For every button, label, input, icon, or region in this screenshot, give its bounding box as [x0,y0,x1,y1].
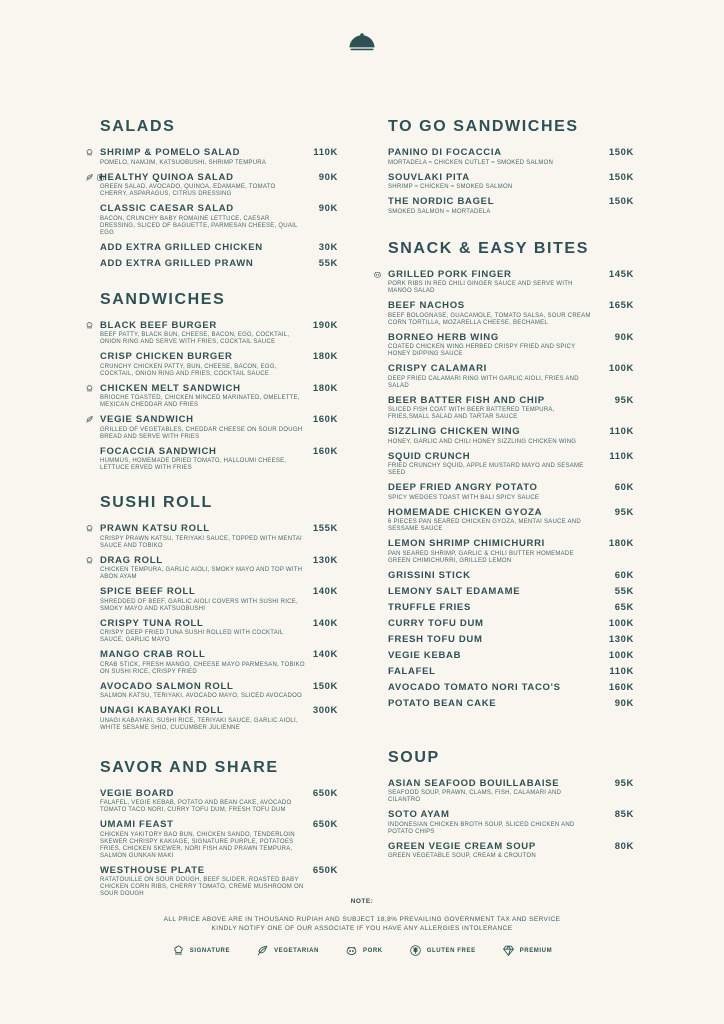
item-price: 180K [312,351,338,362]
item-name: SOUVLAKI PITA [388,171,470,183]
item-price: 95K [614,506,634,518]
item-description: GREEN VEGETABLE SOUP, CREAM & CROUTON [388,853,536,859]
item-dietary-icons [85,384,94,393]
item-description: SALMON KATSU, TERIYAKI, AVOCADO MAYO, SLICED AVOCADOO [100,693,302,699]
item-name: BEER BATTER FISH AND CHIP [388,394,545,406]
item-description: SHREDDED OF BEEF, GARLIC AIOLI COVERS WITH SUSHI RICE, SMOKY MAYO AND KATSUOBUSHI [100,598,298,612]
section-sushi-roll [100,494,338,732]
item-name: CHICKEN MELT SANDWICH [100,382,241,394]
item-price: 160K [608,681,634,693]
item-price: 165K [608,300,634,311]
menu-item [100,523,338,550]
section-snack-easy-bites [388,240,634,709]
item-row [100,555,338,566]
item-price: 130K [608,633,634,645]
item-description: SLICED FISH COAT WITH BEER BATTERED TEMPURA, FRIES,SMALL SALAD AND TARTAR SAUCE [388,407,555,420]
section-salads [100,118,338,269]
item-price: 650K [312,819,338,830]
section-soup [388,749,634,861]
legend-label: GLUTEN FREE [426,947,476,954]
item-row [100,147,338,158]
section-title: SALADS [100,118,176,135]
menu-item [100,172,338,199]
item-row [388,698,634,709]
menu-item [100,705,338,732]
item-row [100,203,338,214]
item-description: CRISPY PRAWN KATSU, TERIYAKI SAUCE, TOPPED WITH MENTAI SAUCE AND TOBIKO [100,535,302,549]
item-row [388,586,634,597]
item-row [388,172,634,183]
legend-label: VEGETARIAN [274,947,319,954]
item-description: HONEY, GARLIC AND CHILI HONEY SIZZLING CHICKEN WING [388,438,577,445]
item-name: VEGIE SANDWICH [100,414,194,425]
item-name: CLASSIC CAESAR SALAD [100,203,234,214]
menu-item [388,196,634,216]
signature-icon [85,321,94,330]
item-price: 650K [312,787,338,799]
signature-icon [85,384,94,393]
section-title: SANDWICHES [100,290,226,308]
menu-item [100,383,338,410]
item-description: PORK RIBS IN RED CHILI GINGER SAUCE AND SERVE WITH MANGO SALAD [388,281,573,294]
dietary-legend [0,944,724,957]
item-price: 90K [614,697,634,709]
item-name: ASIAN SEAFOOD BOUILLABAISE [388,777,560,789]
menu-item [388,507,634,534]
section-title: SUSHI ROLL [100,494,213,511]
item-description: COATED CHICKEN WING HERBED CRISPY FRIED AND SPICY HONEY DIPPING SAUCE [388,344,576,357]
item-name: PRAWN KATSU ROLL [100,523,210,534]
section-items [100,523,338,732]
item-name: VEGIE KEBAB [388,649,462,661]
item-name: AVOCADO TOMATO NORI TACO'S [388,681,561,693]
item-price: 55K [614,585,634,597]
item-description: SPICY WEDGES TOAST WITH BALI SPICY SAUCE [388,494,540,501]
vegetarian-icon [85,173,94,182]
item-name: UNAGI KABAYAKI ROLL [100,705,224,716]
item-price: 90K [318,171,338,183]
legend-entry [345,944,383,957]
signature-icon [172,944,185,957]
item-price: 145K [608,268,634,280]
item-name: LEMONY SALT EDAMAME [388,585,521,597]
item-name: WESTHOUSE PLATE [100,864,205,876]
item-name: ADD EXTRA GRILLED CHICKEN [100,241,263,253]
legend-entry [502,944,553,957]
section-items [100,147,338,269]
legend-label: PREMIUM [519,947,553,954]
item-row [388,395,634,406]
item-price: 100K [608,649,634,661]
item-price: 190K [312,319,338,331]
item-row [100,705,338,716]
menu-item [388,300,634,327]
item-name: AVOCADO SALMON ROLL [100,680,234,692]
item-price: 140K [312,586,338,597]
legend-entry [172,944,230,957]
menu-item [100,819,338,860]
item-description: SHRIMP ≈ CHICKEN ≈ SMOKED SALMON [388,184,513,190]
item-description: FALAFEL, VEGIE KEBAB, POTATO AND BEAN CAKE, AVOCADO TOMATO TACO NORI, CURRY TOFU DUM, FRESH TOFU DUM [100,800,292,813]
item-description: CRISPY DEEP FRIED TUNA SUSHI ROLLED WITH COCKTAIL SAUCE, GARLIC MAYO [100,630,284,643]
pork-icon [345,944,358,957]
item-row [388,650,634,661]
item-row [388,196,634,207]
section-savor-and-share [100,759,338,899]
legend-entry [409,944,476,957]
section-title: TO GO SANDWICHES [388,118,579,135]
signature-icon [85,148,94,157]
item-price: 30K [318,241,338,253]
item-row [388,426,634,437]
item-description: GRILLED OF VEGETABLES, CHEDDAR CHEESE ON SOUR DOUGH BREAD AND SERVE WITH FRIES [100,426,303,440]
item-row [388,451,634,462]
item-name: ADD EXTRA GRILLED PRAWN [100,257,254,269]
section-title: SOUP [388,748,440,766]
item-price: 95K [614,394,634,406]
menu-item [100,446,338,473]
item-name: TRUFFLE FRIES [388,601,471,613]
item-price: 300K [312,705,338,716]
note-line-2: KINDLY NOTIFY ONE OF OUR ASSOCIATE IF YOU HAVE ANY ALLERGIES INTOLERANCE [211,925,513,932]
item-name: GRISSINI STICK [388,569,471,581]
menu-item [100,258,338,269]
item-price: 180K [312,382,338,394]
item-name: FALAFEL [388,665,436,677]
item-row [388,482,634,493]
item-name: VEGIE BOARD [100,787,175,799]
menu-item [388,666,634,677]
item-row [388,841,634,852]
item-name: CRISP CHICKEN BURGER [100,351,233,362]
item-name: CURRY TOFU DUM [388,617,484,629]
item-price: 160K [312,445,338,457]
item-description: SMOKED SALMON ≈ MORTADELA [388,208,491,215]
section-items [388,147,634,216]
menu-item [100,788,338,815]
item-description: 6 PIECES PAN SEARED CHICKEN GYOZA, MENTAI SAUCE AND SESSAME SAUCE [388,519,581,532]
gluten-free-icon [96,173,105,182]
item-row [388,809,634,820]
premium-icon [502,944,515,957]
footer-note [0,898,724,933]
item-dietary-icons [85,524,94,533]
item-price: 90K [614,331,634,343]
item-price: 150K [608,171,634,183]
menu-item [388,650,634,661]
item-price: 140K [312,649,338,660]
item-row [388,269,634,280]
item-description: CHICKEN YAKITORY BAO BUN, CHICKEN SANDO, TENDERLOIN SKEWER CHRISPY KAKIAGE, SIGNATURE PURPLE, POTATOES FRIES, CHICKEN SKEWER, NORI FISH AND PRAWN TEMPURA, SALMON GUNKAN MAKI [100,831,295,859]
item-row [100,320,338,331]
item-description: BACON, CRUNCHY BABY ROMAINE LETTUCE, CAESAR DRESSING, SLICED OF BAGUETTE, PARMESAN CHEESE, QUAIL EGG [100,215,298,236]
item-description: PAN SEARED SHRIMP, GARLIC & CHILI BUTTER HOMEMADE GREEN CHIMICHURRI, GRILLED LEMON [388,550,574,564]
item-description: SEAFOOD SOUP, PRAWN, CLAMS, FISH, CALAMARI AND CILANTRO [388,790,562,803]
menu-item [100,649,338,676]
item-price: 150K [608,196,634,207]
menu-item [100,242,338,253]
item-description: BEEF PATTY, BLACK BUN, CHEESE, BACON, EGG, COCKTAIL, ONION RING AND SERVE WITH FRIES, COCKTAIL SAUCE [100,332,290,345]
item-dietary-icons [85,173,105,182]
item-row [100,414,338,425]
menu-item [100,147,338,167]
section-items [100,320,338,473]
menu-item [388,269,634,296]
menu-column-right [388,118,634,865]
menu-item [388,426,634,446]
item-description: CRUNCHY CHICKEN PATTY, BUN, CHEESE, BACON, EGG, COCKTAIL, ONION RING AND FRIES, COCKTAIL SAUCE [100,363,277,377]
menu-item [100,865,338,899]
pork-icon [373,270,382,279]
item-row [100,172,338,183]
item-description: HUMMUS, HOMEMADE DRIED TOMATO, HALLOUMI CHEESE, LETTUCE ERVED WITH FRIES [100,458,287,471]
item-name: BEEF NACHOS [388,300,465,311]
item-price: 100K [608,363,634,374]
item-name: GREEN VEGIE CREAM SOUP [388,840,536,852]
section-items [388,778,634,861]
menu-item [388,538,634,565]
item-price: 130K [312,554,338,566]
item-description: BRIOCHE TOASTED, CHICKEN MINCED MARINATED, OMELETTE, MEXICAN CHEDDAR AND FRIES [100,395,300,408]
item-row [100,586,338,597]
item-name: CRISPY TUNA ROLL [100,617,204,629]
item-row [388,666,634,677]
item-row [388,570,634,581]
item-row [388,634,634,645]
item-price: 85K [614,809,634,820]
legend-label: SIGNATURE [189,947,231,954]
item-row [388,147,634,158]
item-price: 60K [614,569,634,581]
item-row [388,363,634,374]
menu-item [388,634,634,645]
item-name: MANGO CRAB ROLL [100,649,206,660]
item-row [388,300,634,311]
item-description: BEEF BOLOGNASE, GUACAMOLE, TOMATO SALSA, SOUR CREAM CORN TORTILLA, MOZARELLA CHEESE, BECHAMEL [388,312,591,326]
item-name: UMAMI FEAST [100,819,174,830]
item-description: GREEN SALAD, AVOCADO, QUINOA, EDAMAME, TOMATO CHERRY, ASPARAGUS, CITRUS DRESSING [100,184,276,197]
item-row [388,507,634,518]
item-row [100,446,338,457]
item-dietary-icons [85,148,94,157]
item-name: FOCACCIA SANDWICH [100,445,217,457]
item-row [100,242,338,253]
menu-item [388,172,634,192]
item-name: FRESH TOFU DUM [388,633,483,645]
item-name: SQUID CRUNCH [388,450,471,462]
item-price: 100K [608,617,634,629]
item-price: 140K [312,617,338,629]
menu-item [388,147,634,167]
item-name: DEEP FRIED ANGRY POTATO [388,482,538,493]
item-name: THE NORDIC BAGEL [388,196,495,207]
item-price: 90K [318,203,338,214]
section-title: SNACK & EASY BITES [388,239,589,257]
item-price: 95K [614,777,634,789]
item-description: MORTADELA ≈ CHICKEN CUTLET ≈ SMOKED SALMON [388,159,554,166]
item-name: SOTO AYAM [388,809,450,820]
item-dietary-icons [85,415,94,424]
menu-item [388,570,634,581]
item-row [388,332,634,343]
item-description: RATATOUILLE ON SOUR DOUGH, BEEF SLIDER, ROASTED BABY CHICKEN CORN RIBS, CHERRY TOMATO, CREME MUSHROOM ON SOUR DOUGH [100,877,304,897]
item-description: DEEP FRIED CALAMARI RING WITH GARLIC AIOLI, FRIES AND SALAD [388,375,579,389]
item-price: 180K [608,538,634,549]
menu-item [388,809,634,836]
menu-item [388,682,634,693]
menu-item [388,698,634,709]
menu-item [100,351,338,378]
item-row [388,618,634,629]
menu-item [388,395,634,422]
item-row [100,819,338,830]
menu-item [388,482,634,502]
item-row [388,602,634,613]
menu-item [100,618,338,645]
note-line-1: ALL PRICE ABOVE ARE IN THOUSAND RUPIAH AND SUBJECT 18,8% PREVAILING GOVERNMENT TAX AND SERVICE [163,916,561,923]
legend-label: PORK [362,947,383,954]
item-price: 150K [608,147,634,158]
signature-icon [85,524,94,533]
section-to-go-sandwiches [388,118,634,216]
item-price: 160K [312,414,338,425]
section-items [100,788,338,899]
menu-item [388,778,634,805]
menu-item [100,203,338,237]
cloche-logo-icon [343,30,381,63]
item-price: 110K [609,450,634,462]
legend-entry [256,944,319,957]
item-description: INDONESIAN CHICKEN BROTH SOUP, SLICED CHICKEN AND POTATO CHIPS [388,821,575,835]
item-price: 110K [609,426,634,437]
item-name: DRAG ROLL [100,554,163,566]
item-name: PANINO DI FOCACCIA [388,147,502,158]
menu-item [388,602,634,613]
item-dietary-icons [85,556,94,565]
item-price: 65K [614,601,634,613]
section-items [388,269,634,709]
menu-item [100,555,338,582]
item-dietary-icons [373,270,382,279]
vegetarian-icon [256,944,269,957]
item-row [100,351,338,362]
item-price: 55K [318,257,338,269]
item-name: HOMEMADE CHICKEN GYOZA [388,506,543,518]
item-name: LEMON SHRIMP CHIMICHURRI [388,538,546,549]
menu-item [388,451,634,478]
item-name: GRILLED PORK FINGER [388,268,512,280]
item-price: 80K [614,840,634,852]
item-price: 155K [312,523,338,534]
menu-item [388,586,634,597]
item-row [100,618,338,629]
gluten-free-icon [409,944,422,957]
menu-item [100,320,338,347]
menu-item [100,681,338,701]
item-dietary-icons [85,321,94,330]
item-price: 110K [313,147,338,158]
item-name: BLACK BEEF BURGER [100,319,217,331]
item-name: SPICE BEEF ROLL [100,586,196,597]
item-name: CRISPY CALAMARI [388,363,487,374]
item-row [100,865,338,876]
item-name: SHRIMP & POMELO SALAD [100,147,241,158]
item-row [100,788,338,799]
vegetarian-icon [85,415,94,424]
item-row [100,649,338,660]
item-row [100,523,338,534]
item-name: SIZZLING CHICKEN WING [388,426,521,437]
item-name: BORNEO HERB WING [388,331,499,343]
item-description: POMELO, NAMJIM, KATSUOBUSHI, SHRIMP TEMPURA [100,159,267,166]
menu-column-left [100,118,338,903]
menu-item [388,332,634,359]
item-row [100,383,338,394]
section-title: SAVOR AND SHARE [100,758,279,776]
menu-item [100,586,338,613]
item-description: CRAB STICK, FRESH MANGO, CHEESE MAYO PARMESAN, TOBIKO ON SUSHI RICE, CRISPY FRIED [100,661,305,675]
item-row [388,538,634,549]
item-row [100,258,338,269]
item-name: HEALTHY QUINOA SALAD [100,171,234,183]
item-name: POTATO BEAN CAKE [388,697,497,709]
item-description: UNAGI KABAYAKI, SUSHI RICE, TERIYAKI SAUCE, GARLIC AIOLI, WHITE SESAME SHIO, CUCUMBER JULIENNE [100,717,298,731]
item-row [388,682,634,693]
item-row [388,778,634,789]
item-description: FRIED CRUNCHY SQUID, APPLE MUSTARD MAYO AND SESAME SEED [388,463,584,476]
menu-item [388,363,634,390]
item-row [100,681,338,692]
item-price: 650K [312,864,338,876]
section-sandwiches [100,291,338,473]
menu-item [388,841,634,861]
note-label: NOTE: [350,898,374,905]
menu-item [388,618,634,629]
item-description: CHICKEN TEMPURA, GARLIC AIOLI, SMOKY MAYO AND TOP WITH ABON AYAM [100,567,303,580]
menu-item [100,414,338,441]
signature-icon [85,556,94,565]
item-price: 150K [312,680,338,692]
item-price: 110K [609,665,634,677]
item-price: 60K [614,482,634,493]
